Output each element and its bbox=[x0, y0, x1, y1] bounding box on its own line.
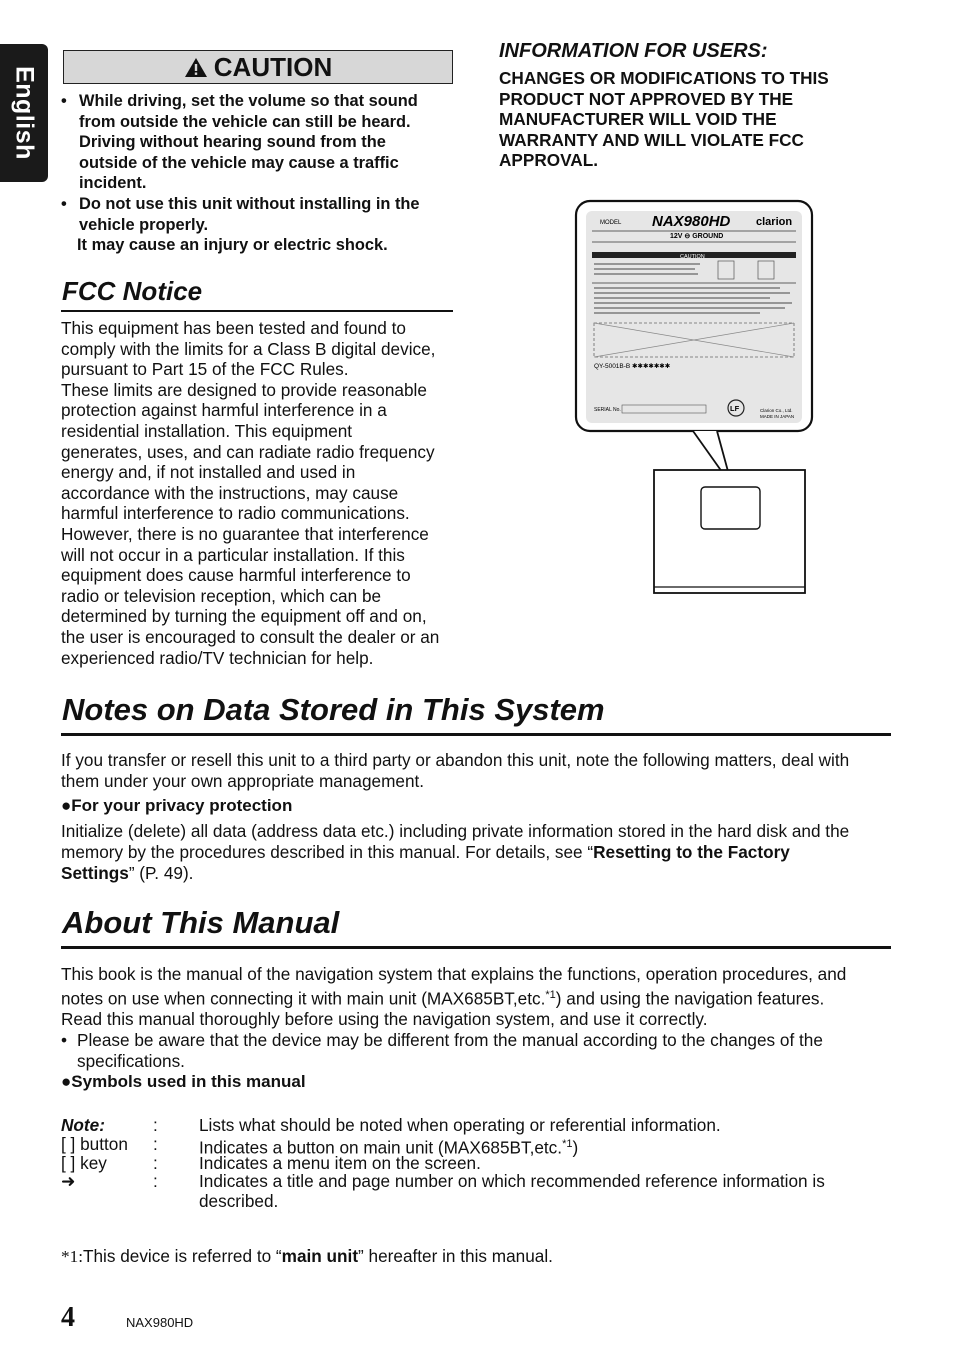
caution-sub-note: It may cause an injury or electric shock. bbox=[77, 236, 388, 255]
language-tab bbox=[0, 44, 48, 182]
label-model-tag: MODEL bbox=[600, 220, 622, 226]
caution-header bbox=[63, 50, 453, 84]
bullet-icon: ● bbox=[61, 1072, 72, 1091]
label-brand: clarion bbox=[756, 216, 793, 228]
about-body: This book is the manual of the navigation system that explains the functions, operation procedures, and notes on use when connecting it with main unit (MAX685BT,etc.$^{*1}$) and using the navigation features. Read this manual thoroughly before using the navigation system, and use it correctly. • Please be aware that the device may be different from the manual according to the changes of the specifications. bbox=[61, 964, 847, 1071]
about-heading: About This Manual bbox=[62, 905, 340, 940]
footnote: *1:This device is referred to “main unit” hereafter in this manual. bbox=[61, 1246, 553, 1266]
label-model: NAX980HD bbox=[652, 213, 731, 230]
caution-list bbox=[61, 91, 456, 256]
label-caution: CAUTION bbox=[680, 254, 705, 260]
divider bbox=[61, 733, 891, 736]
arrow-icon: ➜ bbox=[61, 1171, 76, 1191]
privacy-body: Initialize (delete) all data (address data etc.) including private information stored in the hard disk and the memory by the procedures described in this manual. For details, see “Resetting to the Factory Settings” (P. 49). bbox=[61, 821, 850, 883]
caution-title: CAUTION bbox=[213, 51, 333, 82]
fcc-heading: FCC Notice bbox=[62, 276, 203, 306]
warning-icon bbox=[184, 57, 208, 78]
divider bbox=[61, 310, 453, 312]
bullet-icon: ● bbox=[61, 796, 72, 815]
privacy-subheading: ●For your privacy protection bbox=[61, 796, 293, 815]
notes-heading: Notes on Data Stored in This System bbox=[62, 692, 605, 727]
label-serial: SERIAL No. bbox=[594, 407, 621, 413]
info-title: INFORMATION FOR USERS: bbox=[499, 40, 768, 62]
caution-item: • While driving, set the volume so that sound from outside the vehicle can still be heard. Driving without hearing sound from the outside of the vehicle may cause a traffic incident. bbox=[61, 92, 418, 193]
symbols-subheading: ●Symbols used in this manual bbox=[61, 1072, 306, 1091]
footer-model: NAX980HD bbox=[126, 1315, 194, 1330]
caution-item: • Do not use this unit without installing in the vehicle properly. bbox=[61, 194, 420, 234]
product-label-illustration bbox=[570, 198, 815, 600]
fcc-body: This equipment has been tested and found to comply with the limits for a Class B digital device, pursuant to Part 15 of the FCC Rules. These limits are designed to provide reasonable protection against harmful interference in a residential installation. This equipment generates, uses, and can radiate radio frequency energy and, if not installed and used in accordance with the instructions, may cause harmful interference to radio communications. However, there is no guarantee that interference will not occur in a particular installation. If this equipment does cause harmful interference to radio or television reception, which can be determined by turning the equipment off and on, the user is encouraged to consult the dealer or an experienced radio/TV technician for help. bbox=[61, 318, 440, 668]
language-tab-label: English bbox=[10, 66, 39, 160]
divider bbox=[61, 946, 891, 949]
label-power: 12V ⊖ GROUND bbox=[670, 233, 724, 240]
page-number: 4 bbox=[61, 1302, 75, 1333]
label-maker: Clarion Co., Ltd. bbox=[760, 408, 793, 413]
notes-intro: If you transfer or resell this unit to a third party or abandon this unit, note the following matters, deal with them under your own appropriate management. bbox=[61, 750, 850, 791]
label-code: QY-5001B-B ✱✱✱✱✱✱✱ bbox=[594, 363, 671, 370]
info-body: CHANGES OR MODIFICATIONS TO THIS PRODUCT NOT APPROVED BY THE MANUFACTURER WILL VOID THE WARRANTY AND WILL VIOLATE FCC APPROVAL. bbox=[499, 68, 829, 171]
label-made-in: MADE IN JAPAN bbox=[760, 414, 795, 419]
label-lf: LF bbox=[730, 404, 740, 413]
